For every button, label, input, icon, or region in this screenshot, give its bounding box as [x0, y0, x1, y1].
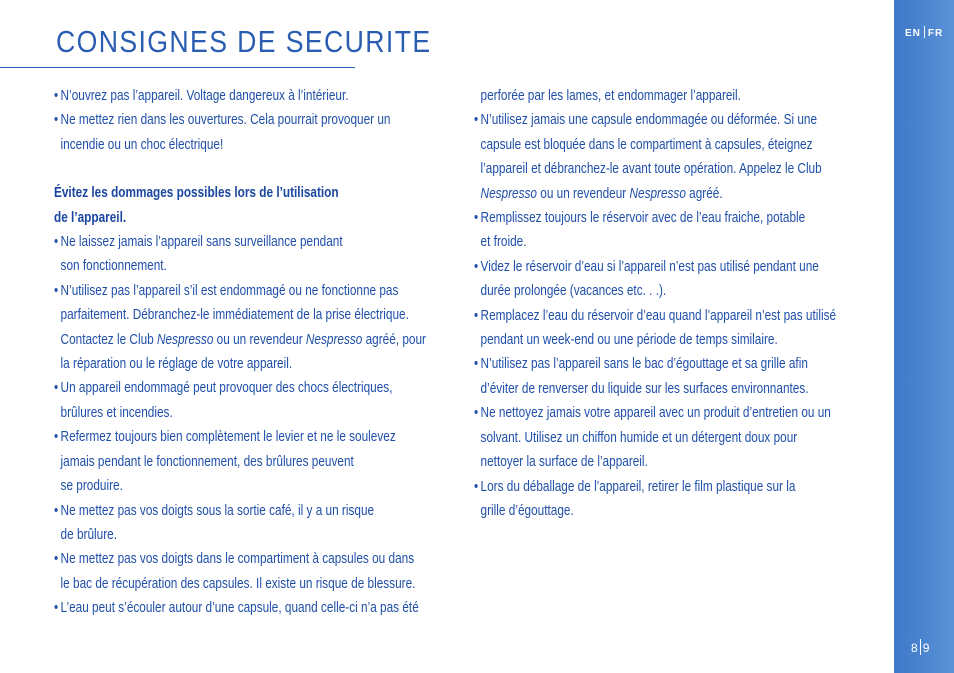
lang-en-link[interactable]: EN	[905, 28, 921, 39]
list-item-continuation: perforée par les lames, et endommager l’appareil.	[480, 88, 741, 104]
list-item: • L’eau peut s’écouler autour d’une capsule, quand celle-ci n’a pas été	[54, 596, 461, 620]
list-item: • Ne mettez pas vos doigts sous la sortie café, il y a un risque de brûlure.	[54, 499, 461, 548]
side-band	[894, 0, 954, 673]
list-item: • Lors du déballage de l’appareil, retirer le film plastique sur la grille d’égouttage.	[474, 475, 881, 524]
item-text: agréé.	[685, 185, 723, 202]
list-item: • N’ouvrez pas l’appareil. Voltage dangereux à l’intérieur.	[54, 84, 461, 108]
item-text: N’utilisez pas l’appareil s’il est endommagé ou ne fonctionne pas parfaitement. Débranchez-le immédiatement de la prise électrique. Contactez le Club	[60, 282, 409, 348]
page-title: CONSIGNES DE SECURITE	[56, 24, 432, 59]
item-text: agréé, pour la réparation ou le réglage de votre appareil.	[60, 331, 426, 373]
list-item: • Ne laissez jamais l’appareil sans surveillance pendant son fonctionnement.	[54, 230, 461, 279]
list-item: • Ne mettez rien dans les ouvertures. Cela pourrait provoquer un incendie ou un choc électrique!	[54, 108, 461, 157]
list-item: • N’utilisez pas l’appareil sans le bac d’égouttage et sa grille afin d’éviter de renverser du liquide sur les surfaces environnantes.	[474, 352, 881, 401]
brand-name: Nespresso	[480, 185, 537, 202]
list-item: • Ne mettez pas vos doigts dans le compartiment à capsules ou dans le bac de récupération des capsules. Il existe un risque de blessure.	[54, 547, 461, 596]
item-text: ou un revendeur	[536, 185, 630, 202]
safety-list-continued	[474, 108, 874, 523]
brand-name: Nespresso	[305, 331, 363, 348]
lang-fr-link[interactable]: FR	[927, 28, 944, 39]
list-item: • Remplacez l’eau du réservoir d’eau quand l’appareil n’est pas utilisé pendant un week-end ou une période de temps similaire.	[474, 304, 881, 353]
list-item	[474, 108, 881, 206]
left-column	[54, 84, 454, 621]
language-switch	[905, 26, 943, 39]
page-number-right: 9	[922, 641, 930, 655]
page-numbers	[911, 639, 929, 655]
lang-separator	[924, 26, 925, 38]
safety-list	[54, 230, 454, 621]
list-item: • Ne nettoyez jamais votre appareil avec un produit d’entretien ou un solvant. Utilisez un chiffon humide et un détergent doux pour nettoyer la surface de l’appareil.	[474, 401, 881, 474]
item-text: ou un revendeur	[213, 331, 306, 348]
page-number-left: 8	[911, 641, 918, 655]
title-underline	[0, 67, 355, 68]
list-item	[54, 279, 461, 377]
list-item: • Videz le réservoir d’eau si l’appareil n’est pas utilisé pendant une durée prolongée (vacances etc. . .).	[474, 255, 881, 304]
section-heading: Évitez les dommages possibles lors de l’utilisation de l’appareil.	[54, 185, 339, 226]
item-text: N’utilisez jamais une capsule endommagée ou déformée. Si une capsule est bloquée dans le compartiment à capsules, éteignez l’appareil et débranchez-le avant toute opération. Appelez le Club	[480, 112, 822, 178]
brand-name: Nespresso	[629, 185, 686, 202]
page-separator	[920, 639, 921, 655]
list-item: • Remplissez toujours le réservoir avec de l’eau fraiche, potable et froide.	[474, 206, 881, 255]
list-item: • Un appareil endommagé peut provoquer des chocs électriques, brûlures et incendies.	[54, 376, 461, 425]
intro-list	[54, 84, 454, 157]
brand-name: Nespresso	[156, 331, 214, 348]
list-item: • Refermez toujours bien complètement le levier et ne le soulevez jamais pendant le fonctionnement, des brûlures peuvent se produire.	[54, 425, 461, 498]
right-column	[474, 84, 874, 523]
